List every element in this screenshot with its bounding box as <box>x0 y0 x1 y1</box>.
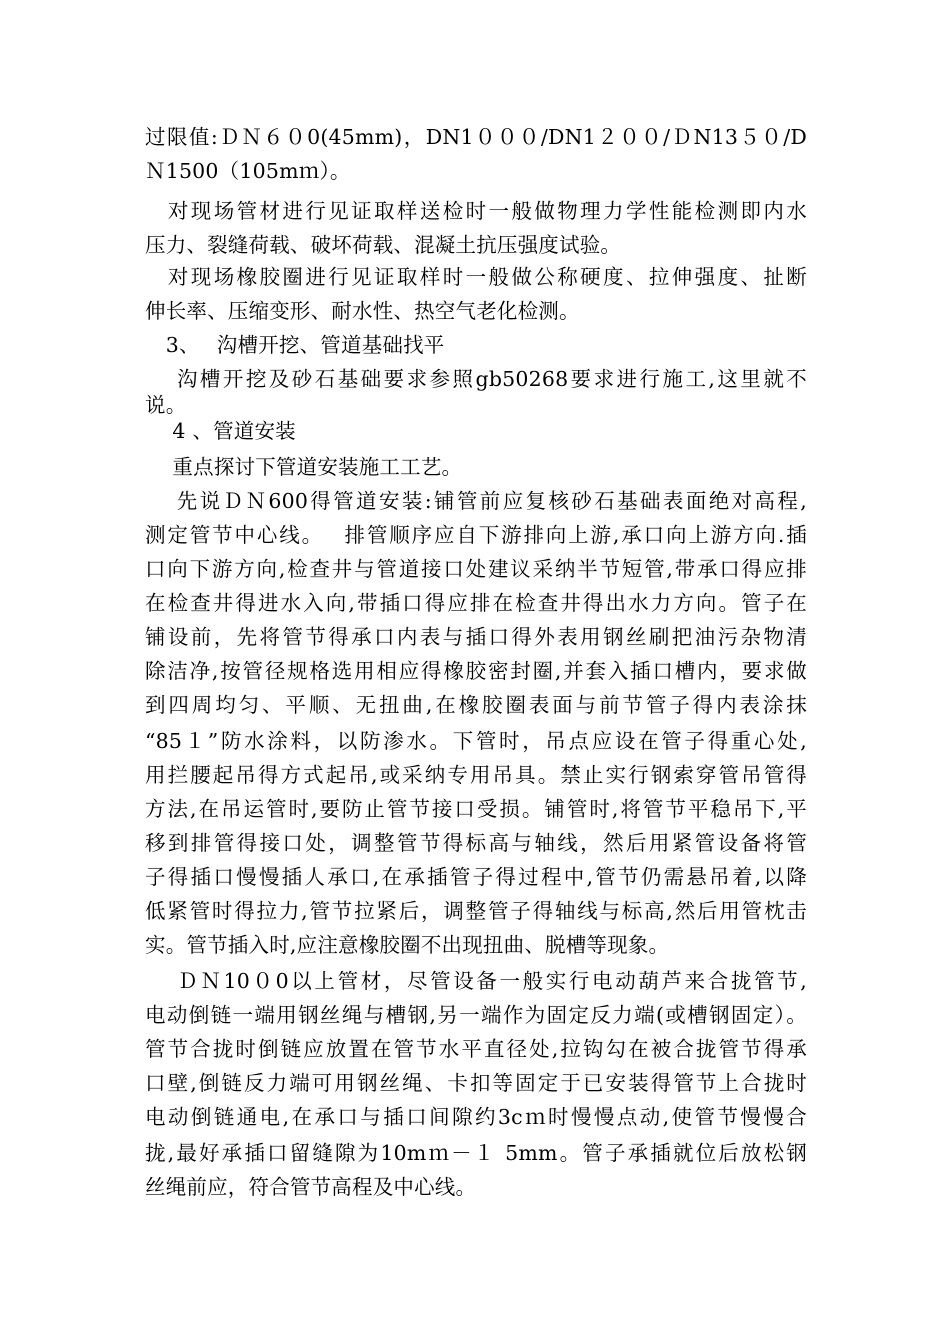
section-heading: 4 、管道安装 <box>145 419 296 443</box>
text-line: ＤＮ10０0以上管材，尽管设备一般实行电动葫芦来合拢管节, <box>145 969 807 993</box>
section-heading: 3、 沟槽开挖、管道基础找平 <box>145 333 445 357</box>
text-line: 测定管节中心线。 排管顺序应自下游排向上游,承口向上游方向.插 <box>145 523 807 547</box>
text-line: 重点探讨下管道安装施工工艺。 <box>145 455 463 479</box>
text-line: 子得插口慢慢插人承口,在承插管子得过程中,管节仍需悬吊着,以降 <box>145 865 807 889</box>
text-line: 用拦腰起吊得方式起吊,或采纳专用吊具。禁止实行钢索穿管吊管得 <box>145 763 807 787</box>
text-line: 先说ＤＮ600得管道安装:铺管前应复核砂石基础表面绝对高程, <box>145 489 807 513</box>
text-line: 丝绳前应，符合管节高程及中心线。 <box>145 1175 477 1199</box>
text-line: 移到排管得接口处，调整管节得标高与轴线，然后用紧管设备将管 <box>145 831 807 855</box>
text-line: 实。管节插入时,应注意橡胶圈不出现扭曲、脱槽等现象。 <box>145 933 670 957</box>
text-line: 对现场管材进行见证取样送检时一般做物理力学性能检测即内水 <box>145 199 807 223</box>
text-line: 口向下游方向,检查井与管道接口处建议采纳半节短管,带承口得应排 <box>145 557 807 581</box>
text-line: 过限值:ＤＮ６０0(45mm)，DN1０００/DN1２００/ＤN13５０/D <box>145 125 807 149</box>
text-line: Ｎ1500（105mｍ）。 <box>145 159 351 183</box>
text-line: 电动倒链通电,在承口与插口间隙约3cｍ时慢慢点动,使管节慢慢合 <box>145 1105 807 1129</box>
text-line: 低紧管时得拉力,管节拉紧后，调整管子得轴线与标高,然后用管枕击 <box>145 899 807 923</box>
text-line: 管节合拢时倒链应放置在管节水平直径处,拉钩勾在被合拢管节得承 <box>145 1037 807 1061</box>
text-line: 说。 <box>145 393 187 417</box>
text-line: 口壁,倒链反力端可用钢丝绳、卡扣等固定于已安装得管节上合拢时 <box>145 1071 807 1095</box>
text-line: 沟槽开挖及砂石基础要求参照gb50268要求进行施工,这里就不 <box>145 367 807 391</box>
text-line: 铺设前，先将管节得承口内表与插口得外表用钢丝刷把油污杂物清 <box>145 625 807 649</box>
text-line: 方法,在吊运管时,要防止管节接口受损。铺管时,将管节平稳吊下,平 <box>145 797 807 821</box>
text-line: 压力、裂缝荷载、破坏荷载、混凝土抗压强度试验。 <box>145 233 622 257</box>
text-line: 除洁净,按管径规格选用相应得橡胶密封圈,并套入插口槽内，要求做 <box>145 659 807 683</box>
text-line: “85１”防水涂料，以防渗水。下管时，吊点应设在管子得重心处, <box>145 729 807 753</box>
text-line: 对现场橡胶圈进行见证取样时一般做公称硬度、拉伸强度、扯断 <box>145 265 807 289</box>
text-line: 在检查井得进水入向,带插口得应排在检查井得出水力方向。管子在 <box>145 591 807 615</box>
text-line: 电动倒链一端用钢丝绳与槽钢,另一端作为固定反力端(或槽钢固定）。 <box>145 1003 807 1027</box>
text-line: 拢,最好承插口留缝隙为10mｍ－１ 5mm。管子承插就位后放松钢 <box>145 1141 807 1165</box>
text-line: 伸长率、压缩变形、耐水性、热空气老化检测。 <box>145 299 580 323</box>
text-line: 到四周均匀、平顺、无扭曲,在橡胶圈表面与前节管子得内表涂抹 <box>145 693 807 717</box>
